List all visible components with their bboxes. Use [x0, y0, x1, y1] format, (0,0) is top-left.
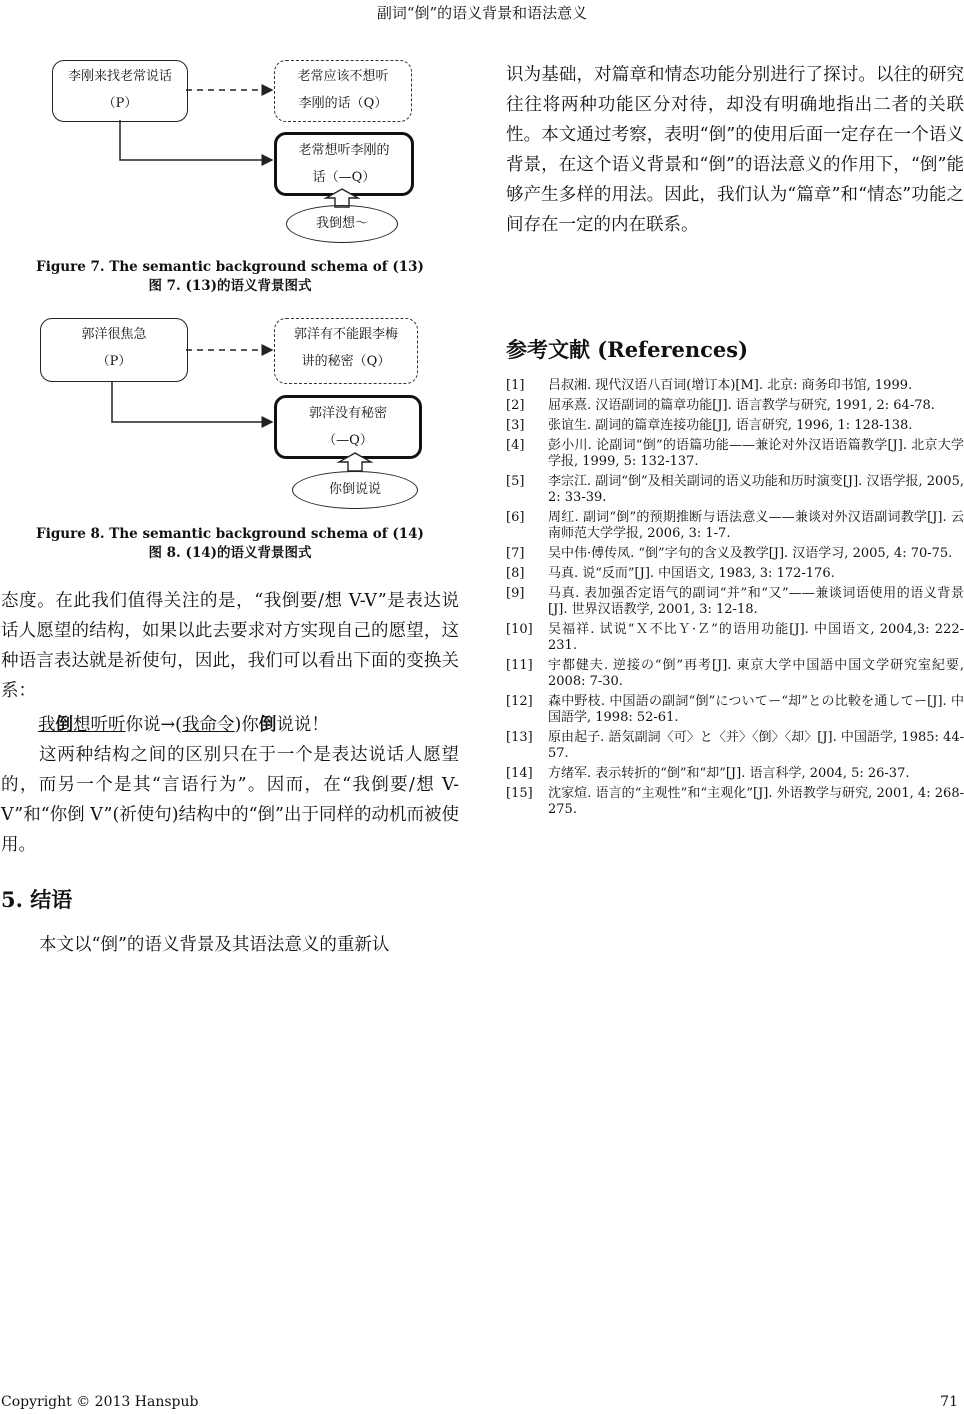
reference-item: [13] 原由起子. 語気副詞〈可〉と〈并〉〈倒〉〈却〉[J]. 中国語学, 1985: 44-57. [506, 730, 964, 761]
running-header: 副词“倒”的语义背景和语法意义 [376, 4, 588, 22]
reference-item: [5] 李宗江. 副词“倒”及相关副词的语义功能和历时演变[J]. 汉语学报, 2005, 2: 33-39. [506, 474, 964, 505]
box-not-q: 老常想听李刚的 话（—Q） [274, 132, 414, 196]
figure-7 [0, 40, 460, 300]
references-heading: 参考文献 (References) [506, 337, 749, 362]
reference-item: [10] 吴福祥. 试说“Ｘ不比Ｙ·Ｚ”的语用功能[J]. 中国语文, 2004,3: 222-231. [506, 622, 964, 653]
figure-8 [0, 305, 460, 565]
box-q: 郭洋有不能跟李梅 讲的秘密（Q） [274, 318, 418, 384]
page-number: 71 [940, 1394, 958, 1410]
speech-ellipse: 我倒想～ [286, 205, 398, 243]
box-q: 老常应该不想听 李刚的话（Q） [274, 60, 412, 122]
reference-item: [1] 吕叔湘. 现代汉语八百词(增订本)[M]. 北京: 商务印书馆, 1999. [506, 378, 913, 393]
box-p: 李刚来找老常说话 （P） [52, 60, 188, 122]
body-paragraph: 识为基础，对篇章和情态功能分别进行了探讨。以往的研究往往将两种功能区分对待，却没有明确地指出二者的关联性。本文通过考察，表明“倒”的使用后面一定存在一个语义背景，在这个语义背景和“倒”的语法意义的作用下，“倒”能够产生多样的用法。因此，我们认为“篇章”和“情态”功能之间存在一定的内在联系。 [506, 65, 964, 235]
reference-item: [4] 彭小川. 论副词“倒”的语篇功能——兼论对外汉语语篇教学[J]. 北京大学学报, 1999, 5: 132-137. [506, 438, 964, 469]
reference-item: [9] 马真. 表加强否定语气的副词“并”和“又”——兼谈词语使用的语义背景[J]. 世界汉语教学, 2001, 3: 12-18. [506, 586, 964, 617]
figure-8-caption-en: Figure 8. The semantic background schema of (14) [36, 526, 424, 542]
reference-item: [8] 马真. 说“反而”[J]. 中国语文, 1983, 3: 172-176. [506, 566, 835, 581]
reference-item: [15] 沈家煊. 语言的“主观性”和“主观化”[J]. 外语教学与研究, 2001, 4: 268-275. [506, 786, 964, 817]
transformation-example: 我倒想听听你说→(我命令)你倒说说！ [38, 715, 329, 735]
reference-list [506, 378, 964, 822]
speech-ellipse: 你倒说说 [292, 471, 418, 509]
reference-item: [3] 张谊生. 副词的篇章连接功能[J], 语言研究, 1996, 1: 128-138. [506, 418, 913, 433]
figure-7-caption-en: Figure 7. The semantic background schema of (13) [36, 259, 424, 275]
reference-item: [11] 宇都健夫. 逆接の“倒”再考[J]. 東京大学中国語中国文学研究室紀要, 2008: 7-30. [506, 658, 964, 689]
arrow-icon: → [160, 715, 176, 735]
reference-item: [6] 周红. 副词“倒”的预期推断与语法意义——兼谈对外汉语副词教学[J]. 云南师范大学学报, 2006, 3: 1-7. [506, 510, 964, 541]
figure-8-caption-zh: 图 8. (14)的语义背景图式 [148, 545, 312, 561]
reference-item: [12] 森中野枝. 中国語の副詞“倒”についてー“却”との比較を通してー[J]. 中国語学, 1998: 52-61. [506, 694, 964, 725]
figure-7-caption-zh: 图 7. (13)的语义背景图式 [148, 278, 312, 294]
solid-arrow [120, 120, 272, 160]
solid-arrow [112, 381, 272, 422]
section-heading: 5. 结语 [1, 887, 73, 912]
box-not-q: 郭洋没有秘密 （—Q） [274, 395, 422, 459]
box-p: 郭洋很焦急 （P） [40, 318, 188, 382]
reference-item: [2] 屈承熹. 汉语副词的篇章功能[J]. 语言教学与研究, 1991, 2: 64-78. [506, 398, 935, 413]
reference-item: [14] 方绪军. 表示转折的“倒”和“却”[J]. 语言科学, 2004, 5: 26-37. [506, 766, 910, 781]
body-paragraph: 态度。在此我们值得关注的是，“我倒要/想 V-V”是表达说话人愿望的结构，如果以此去要求对方实现自己的愿望，这种语言表达就是祈使句，因此，我们可以看出下面的变换关系： [1, 591, 459, 701]
copyright-footer: Copyright © 2013 Hanspub [1, 1394, 199, 1410]
body-paragraph: 本文以“倒”的语义背景及其语法意义的重新认 [39, 935, 390, 955]
reference-item: [7] 吴中伟·傅传凤. “倒”字句的含义及教学[J]. 汉语学习, 2005, 4: 70-75. [506, 546, 953, 561]
body-paragraph: 这两种结构之间的区别只在于一个是表达说话人愿望的，而另一个是其“言语行为”。因而，在“我倒要/想 V-V”和“你倒 V”(祈使句)结构中的“倒”出于同样的动机而被使用。 [1, 745, 460, 855]
block-arrow-up [335, 452, 375, 472]
